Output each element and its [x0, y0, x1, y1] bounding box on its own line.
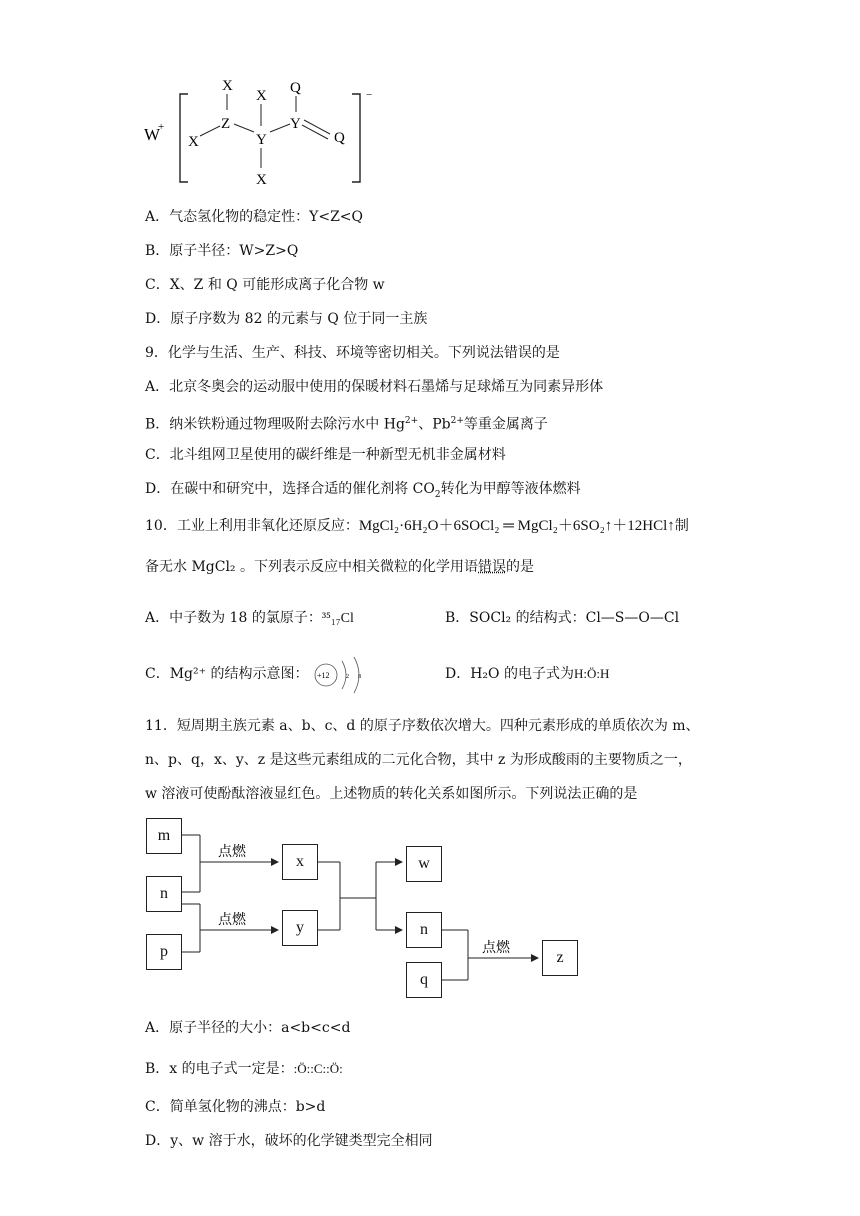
- ignite-label-1: 点燃: [218, 845, 246, 860]
- q11-option-c: C．简单氢化物的沸点：b>d: [145, 1099, 326, 1115]
- atom-y1: Y: [256, 132, 267, 148]
- q10-option-a: [145, 608, 354, 629]
- box-n: n: [146, 876, 182, 912]
- q11-stem-line2: n、p、q，x、y、z 是这些元素组成的二元化合物，其中 z 为形成酸雨的主要物质之一，: [145, 752, 692, 768]
- ignite-label-3: 点燃: [482, 941, 510, 956]
- box-w: w: [406, 846, 442, 882]
- double-bond: [302, 125, 328, 139]
- q11-stem-line1: 11．短周期主族元素 a、b、c、d 的原子序数依次增大。四种元素形成的单质依次为 m、: [145, 718, 700, 734]
- q10-emphasis: 错误: [478, 559, 506, 575]
- q11-option-a: A．原子半径的大小：a<b<c<d: [145, 1020, 351, 1036]
- left-bracket: [180, 94, 188, 182]
- q11-stem-line3: w 溶液可使酚酞溶液显红色。上述物质的转化关系如图所示。下列说法正确的是: [145, 786, 638, 802]
- q10-stem-line2: [145, 557, 534, 577]
- q8-option-d: D．原子序数为 82 的元素与 Q 位于同一主族: [145, 311, 428, 327]
- conversion-flow-diagram: [140, 812, 590, 1007]
- q9-option-b: [145, 411, 548, 435]
- box-q: q: [406, 962, 442, 998]
- nucleus-charge: +12: [317, 671, 330, 680]
- q10-a-formula: ³⁵₁₇Cl: [321, 611, 354, 626]
- q9-d-sub: 2: [434, 489, 441, 500]
- q11-option-d: D．y、w 溶于水，破坏的化学键类型完全相同: [145, 1133, 433, 1149]
- q8-option-b: B．原子半径：W>Z>Q: [145, 243, 299, 259]
- bond: [200, 126, 220, 136]
- box-p: p: [146, 934, 182, 970]
- q9-b-mid: 、Pb: [418, 416, 451, 433]
- q10-option-d: [445, 664, 609, 684]
- q9-d-pre: D．在碳中和研究中，选择合适的催化剂将 CO: [145, 481, 435, 497]
- flow-lines: [140, 812, 590, 1007]
- atom-y2: Y: [290, 116, 301, 132]
- box-y: y: [282, 910, 318, 946]
- q10-a-text: A．中子数为 18 的氯原子：: [145, 610, 322, 626]
- q9-b-pre: B．纳米铁粉通过物理吸附去除污水中 Hg: [145, 416, 405, 433]
- q10-stem: [145, 516, 689, 536]
- box-x: x: [282, 844, 318, 880]
- bond: [270, 124, 290, 132]
- box-z: z: [542, 940, 578, 976]
- q10-line2-post: 的是: [506, 559, 534, 575]
- q9-option-c: C．北斗组网卫星使用的碳纤维是一种新型无机非金属材料: [145, 447, 506, 463]
- q8-option-c: C．X、Z 和 Q 可能形成离子化合物 w: [145, 277, 385, 293]
- shell-1-count: 2: [346, 674, 349, 680]
- double-bond: [304, 120, 330, 134]
- ignite-label-2: 点燃: [218, 913, 246, 928]
- anion-structure-diagram: [140, 68, 520, 188]
- box-n-2: n: [406, 912, 442, 948]
- q10-d-formula: H:Ö:H: [573, 666, 610, 681]
- q10-stem-post: 制: [674, 518, 689, 534]
- q11-b-pre: B．x 的电子式一定是：: [145, 1061, 294, 1077]
- q9-d-post: 转化为甲醇等液体燃料: [440, 481, 581, 497]
- q10-stem-pre: 10．工业上利用非氧化还原反应：: [145, 518, 359, 534]
- w-cation-label: W: [144, 125, 161, 144]
- atom-x-left: X: [188, 134, 199, 150]
- right-bracket: [352, 94, 360, 182]
- shell-2-count: 8: [358, 674, 361, 680]
- q10-option-b: B．SOCl₂ 的结构式：Cl—S—O—Cl: [445, 610, 680, 626]
- q10-line2-pre: 备无水 MgCl₂ 。下列表示反应中相关微粒的化学用语: [145, 559, 478, 575]
- q9-stem: 9．化学与生活、生产、科技、环境等密切相关。下列说法错误的是: [145, 345, 560, 361]
- q10-d-text: D．H₂O 的电子式为: [445, 666, 574, 682]
- q9-b-sup1: 2+: [404, 416, 419, 426]
- atom-x-top: X: [222, 78, 233, 94]
- atom-x-down: X: [256, 172, 267, 188]
- q9-option-a: A．北京冬奥会的运动服中使用的保暖材料石墨烯与足球烯互为同素异形体: [145, 379, 604, 395]
- q8-option-a: A．气态氢化物的稳定性：Y<Z<Q: [145, 209, 364, 225]
- q9-b-post: 等重金属离子: [463, 416, 548, 433]
- q10-option-c: C．Mg²⁺ 的结构示意图：: [145, 666, 309, 682]
- atom-x-up: X: [256, 88, 267, 104]
- w-cation-charge: +: [158, 121, 165, 133]
- q11-option-b: [145, 1059, 343, 1079]
- q11-b-formula: :Ö::C::Ö:: [293, 1061, 343, 1076]
- q9-option-d: [145, 479, 581, 505]
- mg-ion-structure-diagram: [312, 655, 372, 695]
- q10-equation: MgCl₂·6H₂O＋6SOCl₂ ═ MgCl₂＋6SO₂↑＋12HCl↑: [358, 518, 675, 534]
- atom-z: Z: [221, 116, 231, 132]
- bond: [234, 124, 254, 132]
- anion-charge: −: [366, 89, 373, 101]
- atom-q-top: Q: [290, 80, 301, 96]
- atom-q-right: Q: [334, 130, 345, 146]
- q9-b-sup2: 2+: [450, 416, 464, 426]
- box-m: m: [146, 818, 182, 854]
